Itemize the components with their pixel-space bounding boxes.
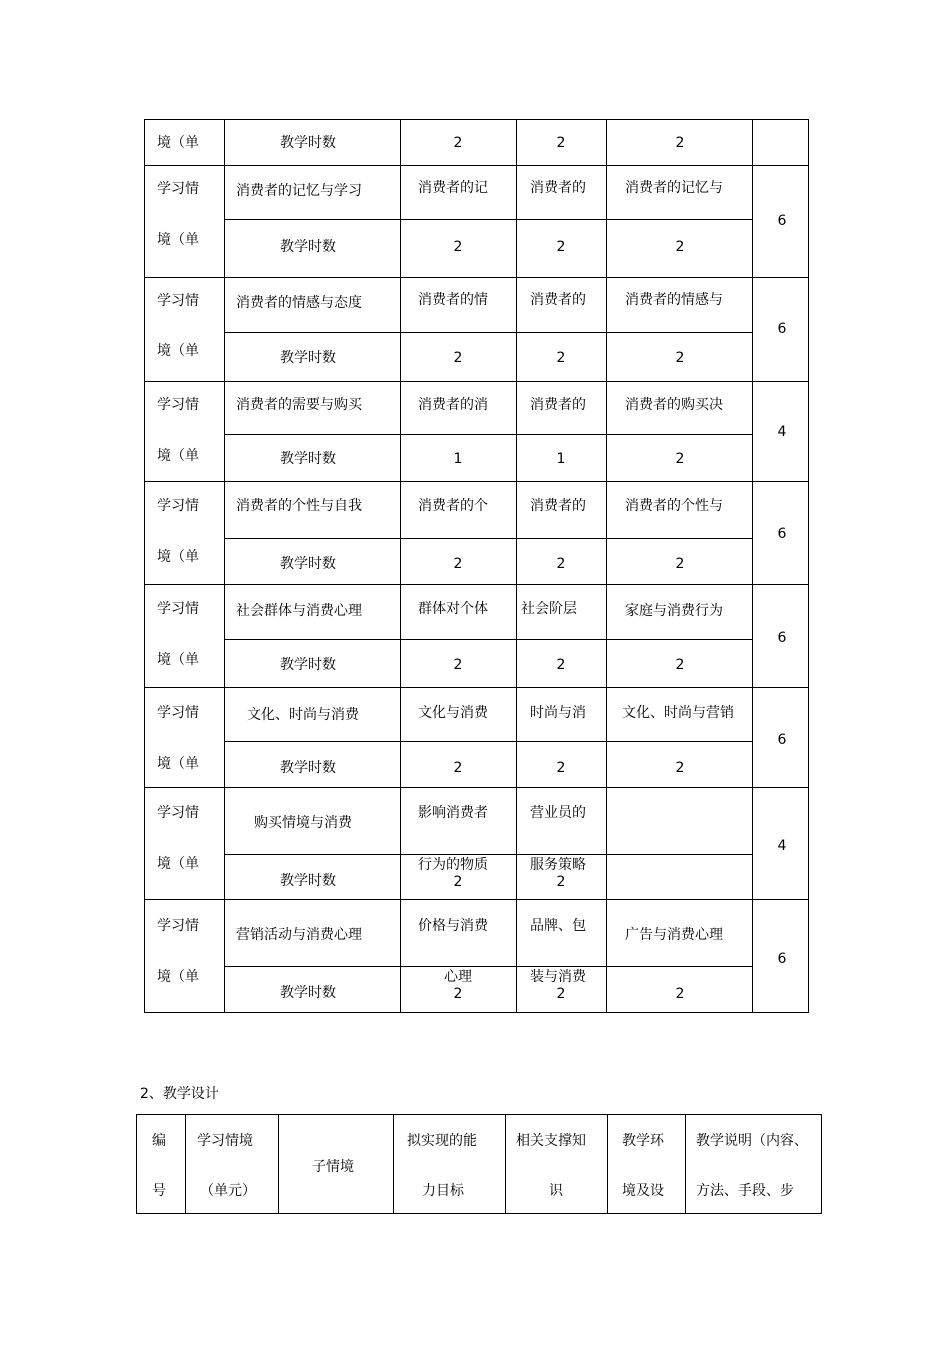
scenario-label: 学习情	[157, 293, 199, 309]
sub-scenario: 消费者的情	[418, 292, 488, 308]
hours-value: 2	[675, 556, 685, 572]
hours-value: 2	[556, 760, 566, 776]
scenario-label: 学习情	[157, 918, 199, 934]
hours-label: 教学时数	[280, 760, 336, 776]
scenario-title: 社会群体与消费心理	[236, 603, 362, 619]
hours-value: 2	[453, 760, 463, 776]
hours-value: 2	[556, 986, 566, 1002]
hours-value: 2	[453, 135, 463, 151]
hours-value: 2	[675, 451, 685, 467]
sub-scenario: 文化与消费	[418, 705, 488, 721]
sub-scenario: 消费者的个性与	[625, 498, 723, 514]
hours-label: 教学时数	[280, 135, 336, 151]
hours-value: 2	[675, 239, 685, 255]
total-hours: 6	[777, 321, 787, 337]
hours-value: 1	[453, 451, 463, 467]
sub-scenario: 时尚与消	[530, 705, 586, 721]
hours-value: 2	[453, 350, 463, 366]
header-ability-goal: 拟实现的能	[407, 1133, 477, 1149]
sub-scenario: 家庭与消费行为	[625, 603, 723, 619]
total-hours: 6	[777, 526, 787, 542]
sub-scenario-cont: 装与消费	[530, 969, 586, 985]
total-hours: 4	[777, 838, 787, 854]
sub-scenario: 消费者的记	[418, 180, 488, 196]
sub-scenario: 文化、时尚与营销	[622, 705, 734, 721]
sub-scenario: 营业员的	[530, 805, 586, 821]
sub-scenario: 消费者的情感与	[625, 292, 723, 308]
total-hours: 6	[777, 951, 787, 967]
scenario-label: 境（单	[157, 343, 199, 359]
hours-value: 2	[556, 556, 566, 572]
section-heading: 2、教学设计	[140, 1086, 219, 1102]
sub-scenario: 影响消费者	[418, 805, 488, 821]
sub-scenario: 价格与消费	[418, 918, 488, 934]
scenario-label: 学习情	[157, 705, 199, 721]
sub-scenario: 群体对个体	[418, 601, 488, 617]
hours-value: 2	[675, 760, 685, 776]
header-ability-goal: 力目标	[422, 1183, 464, 1199]
scenario-label: 学习情	[157, 181, 199, 197]
hours-value: 2	[453, 556, 463, 572]
scenario-label: 境（单	[157, 549, 199, 565]
header-description: 教学说明（内容、	[696, 1133, 808, 1149]
hours-value: 2	[556, 239, 566, 255]
header-number: 编	[152, 1133, 166, 1149]
hours-value: 2	[675, 135, 685, 151]
hours-value: 2	[453, 874, 463, 890]
scenario-title: 消费者的记忆与学习	[236, 183, 362, 199]
hours-value: 2	[556, 874, 566, 890]
hours-value: 2	[675, 986, 685, 1002]
hours-value: 1	[556, 451, 566, 467]
total-hours: 6	[777, 732, 787, 748]
sub-scenario-cont: 服务策略	[530, 857, 586, 873]
header-knowledge: 相关支撑知	[516, 1133, 586, 1149]
scenario-label: 境（单	[157, 756, 199, 772]
header-scenario: 学习情境	[197, 1133, 253, 1149]
sub-scenario: 广告与消费心理	[625, 927, 723, 943]
hours-label: 教学时数	[280, 451, 336, 467]
hours-value: 2	[675, 350, 685, 366]
header-scenario: （单元）	[200, 1183, 256, 1199]
hours-label: 教学时数	[280, 873, 336, 889]
total-hours: 4	[777, 424, 787, 440]
scenario-label: 境（单	[157, 856, 199, 872]
sub-scenario: 消费者的个	[418, 498, 488, 514]
total-hours: 6	[777, 213, 787, 229]
hours-label: 教学时数	[280, 985, 336, 1001]
scenario-label: 境（单	[157, 652, 199, 668]
scenario-title: 文化、时尚与消费	[247, 707, 359, 723]
header-environment: 境及设	[622, 1183, 664, 1199]
scenario-label: 境（单	[157, 448, 199, 464]
header-description: 方法、手段、步	[696, 1183, 794, 1199]
sub-scenario: 消费者的记忆与	[625, 180, 723, 196]
sub-scenario: 消费者的消	[418, 397, 488, 413]
hours-label: 教学时数	[280, 556, 336, 572]
hours-value: 2	[453, 657, 463, 673]
sub-scenario-cont: 心理	[444, 969, 472, 985]
sub-scenario: 消费者的	[530, 180, 586, 196]
hours-label: 教学时数	[280, 657, 336, 673]
scenario-label: 境（单	[157, 969, 199, 985]
hours-value: 2	[453, 239, 463, 255]
hours-value: 2	[556, 350, 566, 366]
hours-value: 2	[556, 135, 566, 151]
hours-label: 教学时数	[280, 350, 336, 366]
sub-scenario-cont: 行为的物质	[418, 857, 488, 873]
scenario-title: 营销活动与消费心理	[236, 927, 362, 943]
sub-scenario: 消费者的购买决	[625, 397, 723, 413]
scenario-label: 学习情	[157, 498, 199, 514]
header-knowledge: 识	[549, 1183, 563, 1199]
hours-value: 2	[556, 657, 566, 673]
header-number: 号	[152, 1183, 166, 1199]
header-environment: 教学环	[622, 1133, 664, 1149]
hours-value: 2	[675, 657, 685, 673]
sub-scenario: 消费者的	[530, 292, 586, 308]
scenario-label: 学习情	[157, 805, 199, 821]
header-sub-scenario: 子情境	[312, 1159, 354, 1175]
scenario-title: 购买情境与消费	[254, 815, 352, 831]
hours-value: 2	[453, 986, 463, 1002]
hours-label: 教学时数	[280, 239, 336, 255]
sub-scenario: 社会阶层	[521, 601, 577, 617]
scenario-label: 境（单	[157, 135, 199, 151]
scenario-title: 消费者的个性与自我	[236, 498, 362, 514]
scenario-label: 境（单	[157, 232, 199, 248]
scenario-title: 消费者的情感与态度	[236, 295, 362, 311]
sub-scenario: 品牌、包	[530, 918, 586, 934]
sub-scenario: 消费者的	[530, 397, 586, 413]
total-hours: 6	[777, 630, 787, 646]
scenario-label: 学习情	[157, 397, 199, 413]
scenario-title: 消费者的需要与购买	[236, 397, 362, 413]
sub-scenario: 消费者的	[530, 498, 586, 514]
scenario-label: 学习情	[157, 601, 199, 617]
